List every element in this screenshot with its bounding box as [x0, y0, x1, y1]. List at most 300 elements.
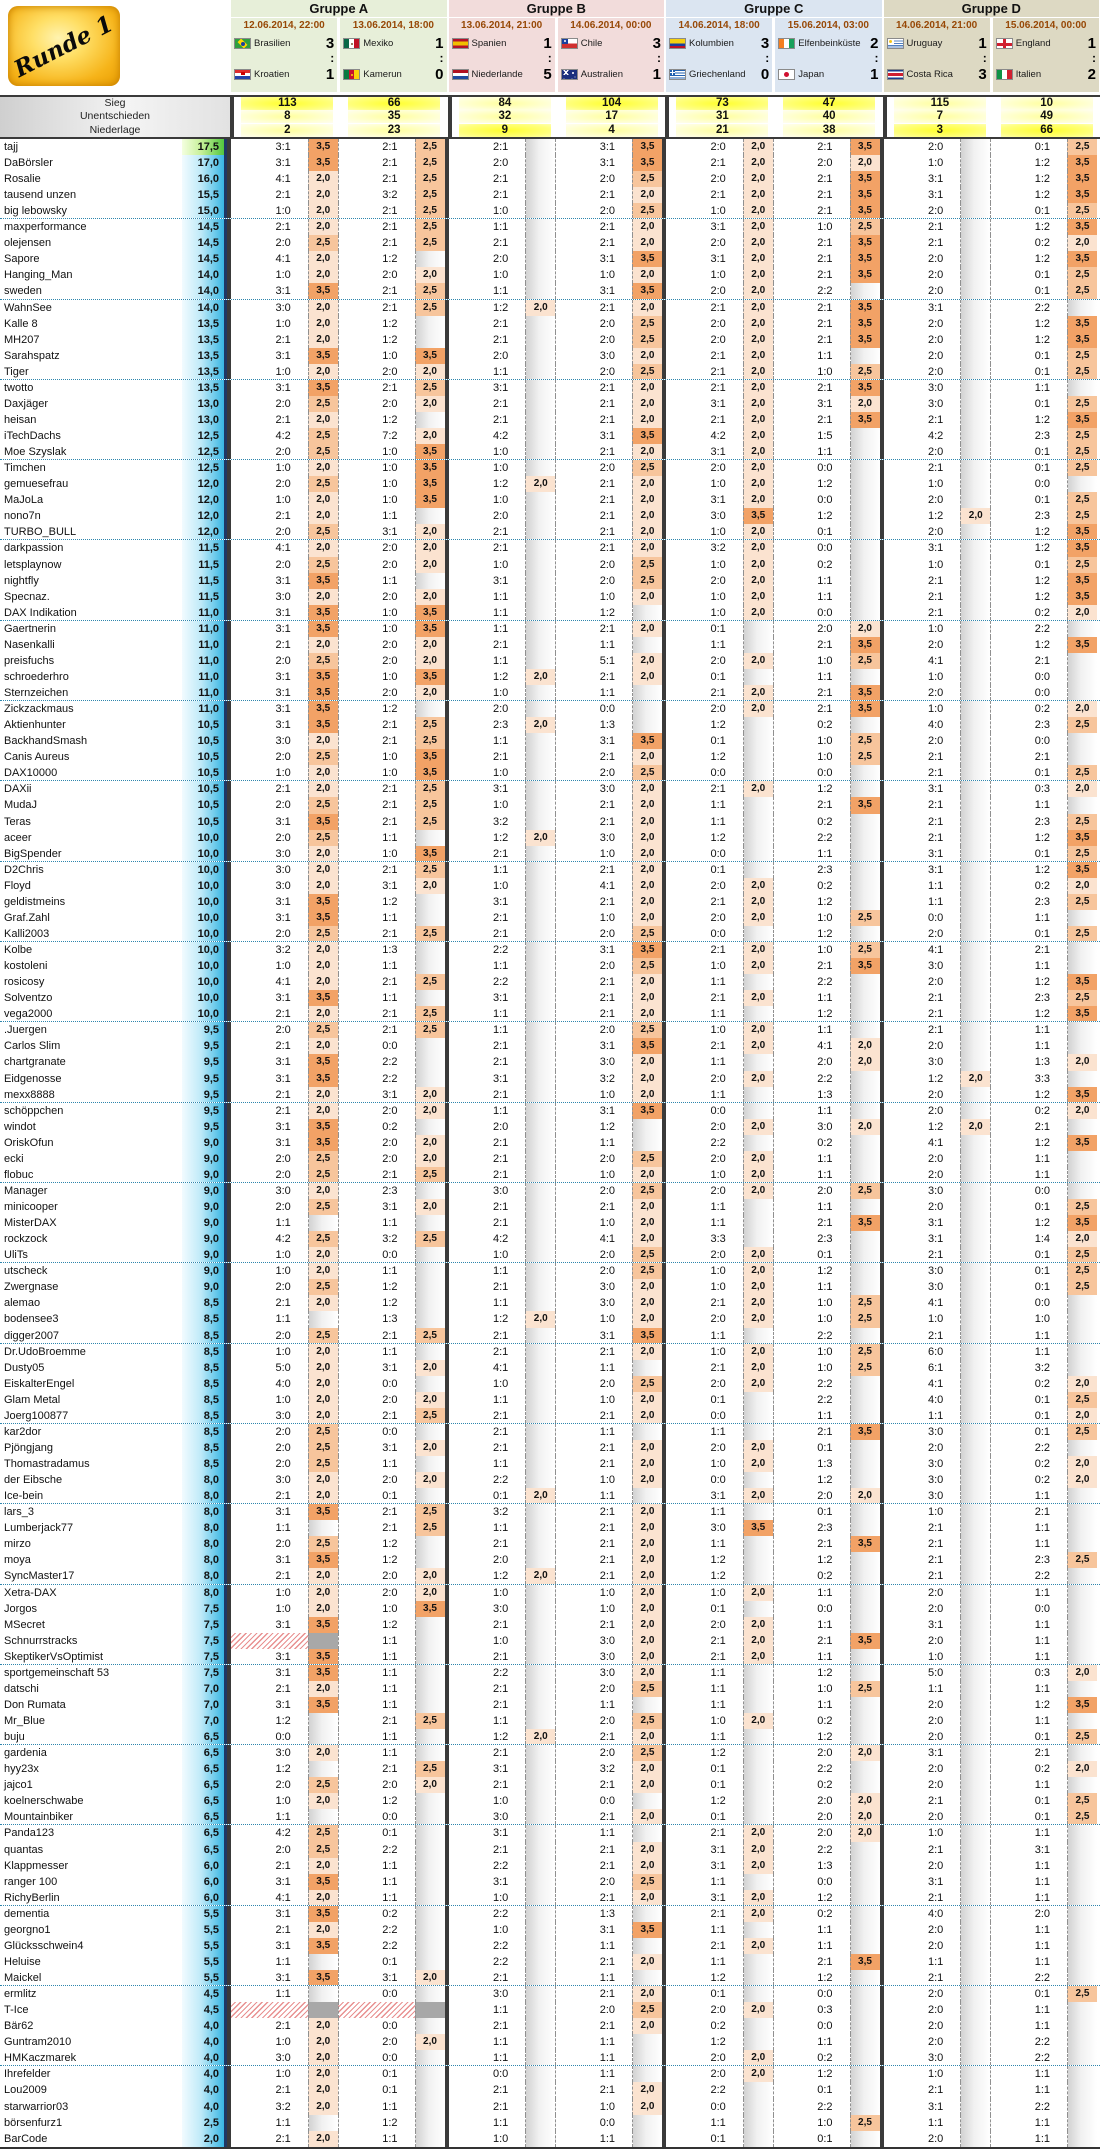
tips-group	[227, 300, 445, 316]
points-cell	[632, 2115, 662, 2131]
points-cell: 2,0	[743, 1344, 773, 1360]
prediction-cell: 1:1	[710, 1088, 726, 1101]
player-row	[0, 910, 1100, 926]
prediction-cell: 1:0	[555, 846, 632, 861]
score-colon: :	[765, 51, 770, 65]
player-name: MH207	[4, 333, 40, 346]
tips-group	[445, 1360, 663, 1376]
tips-group	[445, 701, 663, 717]
tips-group	[227, 2131, 445, 2147]
points-cell	[415, 332, 445, 348]
points-cell	[960, 1745, 990, 1761]
prediction-cell: 2:2	[492, 1859, 509, 1872]
prediction-cell: 0:1	[990, 139, 1067, 155]
prediction-cell: 1:1	[773, 1697, 850, 1713]
points-cell: 3,5	[632, 1038, 662, 1054]
prediction-cell: 1:3	[990, 1054, 1067, 1070]
points-cell: 2,0	[415, 878, 445, 894]
player-row	[0, 1793, 1100, 1809]
tips-group	[880, 2002, 1098, 2018]
prediction-cell: 2:1	[555, 1890, 632, 1905]
points-cell: 3,5	[1067, 187, 1097, 203]
player-total-points: 9,0	[182, 1263, 227, 1279]
player-row	[0, 1263, 1100, 1279]
prediction-cell: 1:2	[773, 2066, 850, 2082]
points-cell: 2,0	[632, 1761, 662, 1777]
points-cell: 2,0	[743, 348, 773, 364]
player-row	[0, 492, 1100, 508]
prediction-cell: 2:0	[555, 573, 632, 589]
points-cell: 2,5	[1067, 1729, 1097, 1744]
points-cell: 2,0	[743, 1167, 773, 1182]
points-cell	[960, 1601, 990, 1617]
prediction-cell: 2:0	[927, 317, 944, 330]
points-cell	[525, 846, 555, 861]
player-total-points: 4,5	[182, 1986, 227, 2002]
prediction-cell: 1:2	[710, 719, 726, 732]
prediction-cell: 2:1	[492, 1345, 509, 1358]
player-total-points: 13,0	[182, 412, 227, 428]
prediction-cell: 2:2	[338, 1922, 415, 1938]
points-cell	[743, 1504, 773, 1520]
prediction-cell: 0:0	[990, 1601, 1067, 1617]
prediction-cell: 3:1	[338, 1970, 415, 1985]
tips-group	[880, 1311, 1098, 1327]
points-cell	[308, 2115, 338, 2131]
points-cell: 3,5	[1067, 332, 1097, 348]
player-total-points: 13,5	[182, 316, 227, 332]
match-teams	[996, 33, 1096, 84]
prediction-cell: 3:0	[927, 1458, 944, 1471]
player-name: Sternzeichen	[4, 687, 69, 700]
points-cell: 2,5	[1067, 1424, 1097, 1440]
player-name: letsplaynow	[4, 558, 62, 571]
player-total-points: 10,0	[182, 958, 227, 974]
points-cell	[415, 1954, 445, 1970]
prediction-cell: 2:1	[338, 797, 415, 813]
points-cell	[743, 1665, 773, 1681]
points-cell	[743, 1761, 773, 1777]
prediction-cell: 0:0	[773, 1601, 850, 1617]
points-cell: 2,0	[415, 364, 445, 379]
team-row	[887, 38, 973, 49]
tips-group	[227, 1874, 445, 1890]
stat-cell	[669, 110, 776, 123]
player-name: hyy23x	[4, 1763, 39, 1776]
points-cell	[415, 1825, 445, 1841]
prediction-cell: 4:2	[275, 1827, 291, 1840]
points-cell	[525, 1247, 555, 1262]
points-cell: 3,5	[308, 605, 338, 620]
points-cell: 2,5	[415, 862, 445, 878]
prediction-cell: 2:0	[710, 140, 726, 153]
prediction-cell: 0:1	[710, 670, 726, 683]
points-cell: 2,0	[308, 1858, 338, 1874]
points-cell	[960, 701, 990, 717]
points-cell	[525, 1649, 555, 1664]
prediction-cell: 1:2	[990, 637, 1067, 653]
points-cell	[1067, 2002, 1097, 2018]
tips-group	[445, 1938, 663, 1954]
prediction-cell: 2:1	[555, 444, 632, 459]
points-cell: 2,5	[308, 444, 338, 459]
tips-group	[445, 476, 663, 492]
points-cell	[850, 444, 880, 459]
points-cell	[743, 1601, 773, 1617]
points-cell	[308, 2002, 338, 2018]
prediction-cell: 2:1	[338, 814, 415, 830]
prediction-cell: 1:1	[338, 1681, 415, 1697]
points-cell: 2,0	[1067, 781, 1097, 797]
prediction-cell: 2:0	[555, 1183, 632, 1199]
group-title: Gruppe B	[449, 0, 665, 17]
points-cell	[632, 1488, 662, 1503]
tips-group	[662, 444, 880, 459]
tips-group	[227, 187, 445, 203]
match-teams	[669, 33, 769, 84]
prediction-cell: 1:3	[555, 1906, 632, 1922]
points-cell: 2,5	[1067, 1279, 1097, 1295]
player-name: BarCode	[4, 2132, 48, 2145]
player-name: Canis Aureus	[4, 751, 70, 764]
points-cell	[525, 1456, 555, 1472]
points-cell: 2,0	[308, 1360, 338, 1376]
tips-group	[662, 1825, 880, 1841]
prediction-cell: 1:1	[990, 1167, 1067, 1182]
points-cell: 2,5	[415, 1504, 445, 1520]
player-total-points: 10,0	[182, 910, 227, 926]
points-cell	[415, 412, 445, 428]
tips-group	[880, 283, 1098, 298]
player-total-points: 9,0	[182, 1215, 227, 1231]
prediction-cell: 0:2	[773, 1777, 850, 1793]
points-cell	[850, 669, 880, 685]
prediction-cell: 1:0	[338, 1601, 415, 1617]
points-cell	[1067, 2050, 1097, 2065]
team-name: England	[1015, 37, 1051, 49]
points-cell: 2,0	[632, 894, 662, 910]
prediction-cell: 1:2	[773, 1263, 850, 1279]
prediction-cell: 0:2	[990, 1761, 1067, 1777]
points-cell	[632, 2131, 662, 2147]
prediction-cell: 1:1	[275, 2116, 291, 2129]
prediction-cell: 1:2	[990, 251, 1067, 267]
points-cell: 2,0	[743, 894, 773, 910]
prediction-cell: 0:2	[773, 1906, 850, 1922]
flag-icon-japan	[778, 69, 795, 80]
tips-group	[445, 1488, 663, 1503]
player-name: Glücksschwein4	[4, 1939, 84, 1952]
match-teams	[452, 33, 552, 84]
score-colon: :	[982, 51, 987, 65]
prediction-cell: 3:1	[338, 1087, 415, 1102]
prediction-cell: 1:1	[927, 1682, 944, 1695]
points-cell	[525, 637, 555, 653]
player-name: alemao	[4, 1297, 41, 1310]
prediction-cell: 3:0	[555, 1279, 632, 1295]
prediction-cell: 3:1	[275, 622, 291, 635]
player-row	[0, 1601, 1100, 1617]
points-cell: 2,5	[308, 653, 338, 669]
points-cell	[850, 1135, 880, 1151]
prediction-cell: 1:1	[338, 573, 415, 589]
prediction-cell: 2:1	[990, 1504, 1067, 1520]
player-total-points: 6,0	[182, 1890, 227, 1905]
points-cell	[308, 1954, 338, 1970]
prediction-cell: 2:0	[338, 1151, 415, 1167]
points-cell	[525, 1697, 555, 1713]
points-cell: 3,5	[850, 187, 880, 203]
prediction-cell: 2:0	[710, 879, 726, 892]
prediction-cell: 2:0	[275, 1329, 291, 1342]
prediction-cell: 3:1	[275, 1056, 291, 1069]
player-row	[0, 1986, 1100, 2002]
prediction-cell: 1:2	[990, 540, 1067, 556]
prediction-cell: 2:0	[555, 171, 632, 187]
points-cell	[525, 2099, 555, 2115]
flag-icon-australien	[561, 69, 578, 80]
tips-group	[880, 1183, 1098, 1199]
prediction-cell: 2:1	[710, 1907, 726, 1920]
points-cell	[850, 1408, 880, 1423]
prediction-cell: 2:0	[555, 1745, 632, 1761]
prediction-cell: 2:1	[492, 413, 509, 426]
points-cell	[743, 926, 773, 941]
points-cell	[850, 1022, 880, 1038]
player-row	[0, 1456, 1100, 1472]
tips-group	[227, 1633, 445, 1649]
points-cell: 2,0	[632, 1311, 662, 1327]
match-date: 13.06.2014, 21:00	[461, 20, 543, 31]
points-cell	[960, 1986, 990, 2002]
points-cell	[632, 701, 662, 717]
prediction-cell: 1:0	[492, 1923, 509, 1936]
points-cell: 2,0	[632, 219, 662, 235]
prediction-cell: 2:1	[275, 1859, 291, 1872]
prediction-cell: 3:1	[710, 1490, 726, 1503]
prediction-cell: 2:0	[555, 926, 632, 941]
stat-cell	[341, 97, 448, 110]
points-cell: 2,0	[743, 1938, 773, 1954]
points-cell: 2,0	[743, 412, 773, 428]
player-name: Klappmesser	[4, 1859, 69, 1872]
prediction-cell: 2:0	[555, 1713, 632, 1729]
prediction-cell: 1:1	[555, 1825, 632, 1841]
prediction-cell: 2:1	[555, 1504, 632, 1520]
points-cell	[960, 1633, 990, 1649]
points-cell: 2,0	[743, 1617, 773, 1633]
player-name: maxperformance	[4, 221, 87, 234]
points-cell: 3,5	[308, 621, 338, 637]
prediction-cell: 1:0	[555, 1311, 632, 1327]
prediction-cell: 3:0	[275, 879, 291, 892]
prediction-cell: 1:5	[773, 428, 850, 444]
points-cell: 2,0	[743, 1279, 773, 1295]
flag-icon-spanien	[452, 38, 469, 49]
prediction-cell: 1:0	[710, 1715, 726, 1728]
player-row	[0, 508, 1100, 524]
stat-cell	[341, 124, 448, 137]
prediction-cell: 1:1	[990, 1825, 1067, 1841]
player-row	[0, 1247, 1100, 1263]
points-cell	[850, 717, 880, 733]
player-row	[0, 364, 1100, 380]
points-cell: 2,0	[632, 1295, 662, 1311]
player-name: Kolbe	[4, 944, 33, 957]
points-cell	[743, 1054, 773, 1070]
prediction-cell: 2:1	[773, 380, 850, 396]
player-total-points: 8,5	[182, 1360, 227, 1376]
prediction-cell: 2:2	[773, 1328, 850, 1343]
points-cell	[415, 1729, 445, 1744]
player-name: schroederhro	[4, 670, 69, 683]
prediction-cell: 0:0	[710, 1409, 726, 1422]
prediction-cell: 2:0	[773, 1745, 850, 1761]
player-total-points: 12,0	[182, 508, 227, 524]
prediction-cell: 1:1	[492, 1522, 509, 1535]
prediction-cell: 3:0	[927, 1265, 944, 1278]
tips-group	[662, 926, 880, 941]
prediction-cell: 2:0	[275, 1843, 291, 1856]
player-total-points: 4,0	[182, 2018, 227, 2034]
points-cell	[1067, 733, 1097, 749]
prediction-cell: 2:1	[710, 1634, 726, 1647]
points-cell: 2,5	[308, 396, 338, 412]
prediction-cell: 2:0	[773, 1054, 850, 1070]
prediction-cell: 1:1	[773, 1922, 850, 1938]
prediction-cell: 2:0	[492, 703, 509, 716]
prediction-cell: 1:0	[710, 606, 726, 619]
tips-group	[662, 1617, 880, 1633]
player-row	[0, 814, 1100, 830]
player-row	[0, 2082, 1100, 2098]
prediction-cell: 3:1	[275, 381, 291, 394]
points-cell	[415, 910, 445, 926]
points-cell	[525, 155, 555, 171]
tips-group	[662, 1713, 880, 1729]
points-cell	[1067, 1938, 1097, 1954]
points-cell	[743, 1135, 773, 1151]
tips-group	[880, 1568, 1098, 1583]
tips-group	[662, 1874, 880, 1890]
team-score: 5	[543, 65, 552, 83]
prediction-cell: 2:0	[275, 927, 291, 940]
prediction-cell: 2:0	[275, 1425, 291, 1438]
points-cell	[525, 316, 555, 332]
points-cell: 2,0	[632, 862, 662, 878]
tips-group	[445, 508, 663, 524]
prediction-cell: 2:0	[338, 364, 415, 379]
prediction-cell: 2:1	[555, 1568, 632, 1583]
tips-group	[445, 1665, 663, 1681]
points-cell	[1067, 1858, 1097, 1874]
prediction-cell: 1:2	[275, 1715, 291, 1728]
points-cell: 3,5	[308, 283, 338, 298]
tips-group	[445, 1038, 663, 1054]
player-row	[0, 637, 1100, 653]
prediction-cell: 2:1	[990, 653, 1067, 669]
tips-group	[880, 1825, 1098, 1841]
tips-group	[880, 653, 1098, 669]
prediction-cell: 2:1	[773, 797, 850, 813]
prediction-cell: 1:2	[492, 301, 509, 314]
tips-group	[662, 283, 880, 298]
team-name: Costa Rica	[906, 68, 953, 80]
prediction-cell: 1:0	[555, 2099, 632, 2115]
prediction-cell: 2:0	[275, 1168, 291, 1181]
prediction-cell: 1:1	[338, 1874, 415, 1890]
prediction-cell: 1:1	[338, 1215, 415, 1231]
prediction-cell: 1:0	[555, 267, 632, 283]
points-cell: 2,5	[308, 1825, 338, 1841]
tips-group	[445, 1119, 663, 1135]
tips-group	[227, 332, 445, 348]
points-cell: 3,5	[850, 797, 880, 813]
prediction-cell: 2:1	[492, 1441, 509, 1454]
points-cell	[632, 1360, 662, 1376]
player-name: Aktienhunter	[4, 719, 66, 732]
points-cell: 3,5	[415, 621, 445, 637]
tips-group	[445, 1247, 663, 1262]
player-name: BackhandSmash	[4, 735, 88, 748]
points-cell	[415, 1858, 445, 1874]
prediction-cell: 5:0	[275, 1361, 291, 1374]
player-name: vega2000	[4, 1008, 53, 1021]
match-date: 14.06.2014, 18:00	[678, 20, 760, 31]
player-total-points: 5,5	[182, 1970, 227, 1985]
tips-group	[880, 926, 1098, 941]
prediction-cell: 0:0	[773, 1986, 850, 2002]
prediction-cell: 1:0	[555, 1601, 632, 1617]
points-cell: 3,5	[850, 380, 880, 396]
prediction-cell: 2:0	[927, 1586, 944, 1599]
player-total-points: 12,5	[182, 460, 227, 476]
player-row	[0, 1472, 1100, 1488]
prediction-cell: 2:1	[492, 1088, 509, 1101]
points-cell	[960, 862, 990, 878]
points-cell	[960, 1938, 990, 1954]
points-cell: 2,5	[308, 1842, 338, 1858]
tips-group	[445, 396, 663, 412]
prediction-cell: 1:1	[710, 1666, 726, 1679]
tips-group	[227, 926, 445, 941]
points-cell	[415, 1263, 445, 1279]
tips-group	[227, 846, 445, 861]
points-cell	[415, 1552, 445, 1568]
prediction-cell: 1:2	[990, 1006, 1067, 1021]
player-name: der Eibsche	[4, 1474, 63, 1487]
points-cell	[525, 1552, 555, 1568]
player-name: Teras	[4, 815, 31, 828]
prediction-cell: 1:1	[710, 1056, 726, 1069]
prediction-cell: 1:2	[338, 412, 415, 428]
points-cell: 3,5	[415, 669, 445, 685]
points-cell: 2,0	[743, 540, 773, 556]
points-cell: 2,5	[850, 1311, 880, 1327]
prediction-cell: 1:2	[338, 1617, 415, 1633]
player-name: Glam Metal	[4, 1393, 61, 1406]
prediction-cell: 3:1	[555, 942, 632, 958]
prediction-cell: 5:1	[555, 653, 632, 669]
prediction-cell: 1:0	[338, 348, 415, 364]
prediction-cell: 2:3	[990, 717, 1067, 733]
points-cell	[415, 1311, 445, 1327]
prediction-cell: 2:1	[710, 1297, 726, 1310]
player-name: olejensen	[4, 237, 52, 250]
tips-group	[880, 444, 1098, 459]
points-cell: 2,0	[415, 1970, 445, 1985]
prediction-cell: 2:1	[773, 1954, 850, 1970]
